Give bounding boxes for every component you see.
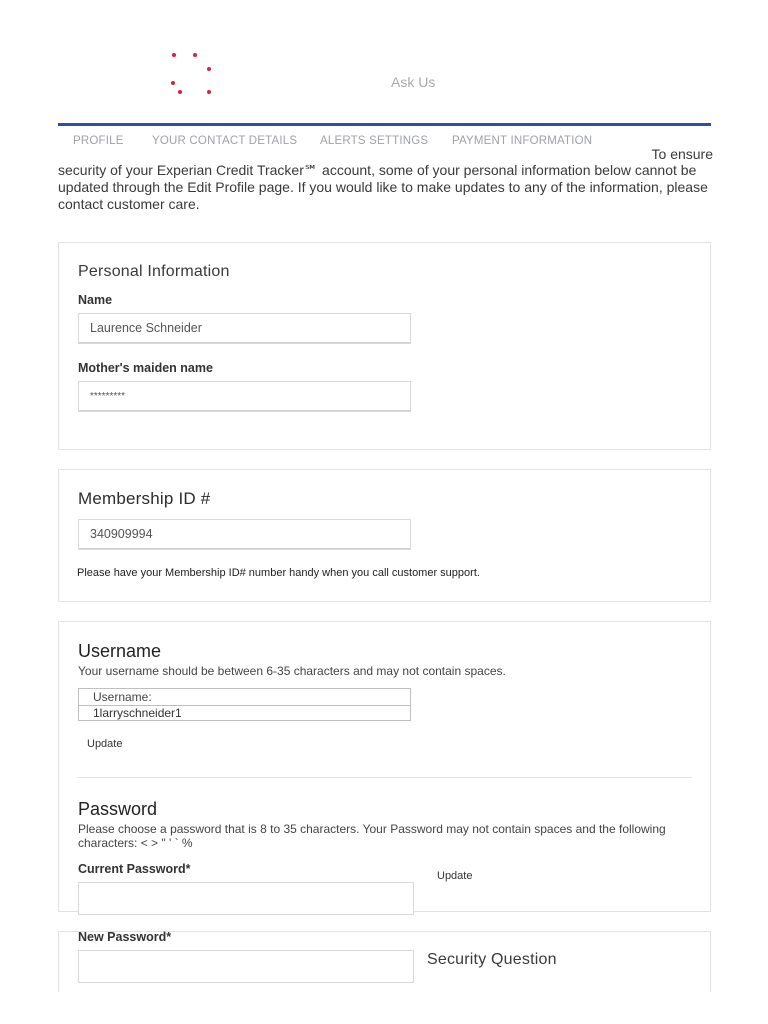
password-title: Password bbox=[78, 799, 158, 819]
tab-payment-information[interactable]: PAYMENT INFORMATION bbox=[452, 135, 593, 147]
nav-accent-bar bbox=[58, 123, 711, 126]
membership-title: Membership ID # bbox=[78, 489, 211, 508]
personal-info-title: Personal Information bbox=[78, 263, 230, 280]
ask-us-link[interactable]: Ask Us bbox=[391, 74, 436, 90]
tab-contact-details[interactable]: YOUR CONTACT DETAILS bbox=[152, 135, 298, 147]
username-field[interactable] bbox=[78, 688, 411, 721]
tab-profile[interactable]: PROFILE bbox=[73, 135, 124, 147]
experian-logo-icon[interactable] bbox=[165, 48, 220, 103]
username-title: Username bbox=[78, 641, 162, 661]
section-divider bbox=[77, 777, 692, 778]
current-password-label: Current Password* bbox=[78, 862, 191, 876]
tab-alerts-settings[interactable]: ALERTS SETTINGS bbox=[320, 135, 429, 147]
username-field-label: Username: bbox=[79, 689, 410, 706]
username-desc: Your username should be between 6-35 characters and may not contain spaces. bbox=[78, 664, 506, 678]
name-label: Name bbox=[78, 293, 113, 307]
maiden-name-field: ********* bbox=[78, 381, 411, 412]
username-update-button[interactable]: Update bbox=[87, 738, 123, 750]
security-question-title: Security Question bbox=[427, 951, 557, 968]
intro-paragraph bbox=[58, 145, 713, 213]
username-field-value[interactable]: 1larryschneider1 bbox=[93, 706, 182, 720]
intro-first-line: To ensure bbox=[651, 146, 713, 162]
password-update-button[interactable]: Update bbox=[437, 870, 473, 882]
intro-rest: security of your Experian Credit Tracker℠ account, some of your personal information below cannot be updated through the Edit Profile page. If you would like to make updates to any of the information, please contact customer care. bbox=[58, 162, 708, 212]
current-password-input[interactable] bbox=[78, 882, 414, 915]
name-field: Laurence Schneider bbox=[78, 313, 411, 344]
maiden-name-label: Mother's maiden name bbox=[78, 361, 213, 375]
membership-id-field: 340909994 bbox=[78, 519, 411, 550]
password-desc: Please choose a password that is 8 to 35 characters. Your Password may not contain spaces and the following characters: < > " ' ` % bbox=[78, 822, 666, 850]
new-password-label: New Password* bbox=[78, 930, 172, 944]
new-password-input[interactable] bbox=[78, 950, 414, 983]
membership-note: Please have your Membership ID# number handy when you call customer support. bbox=[77, 567, 480, 579]
